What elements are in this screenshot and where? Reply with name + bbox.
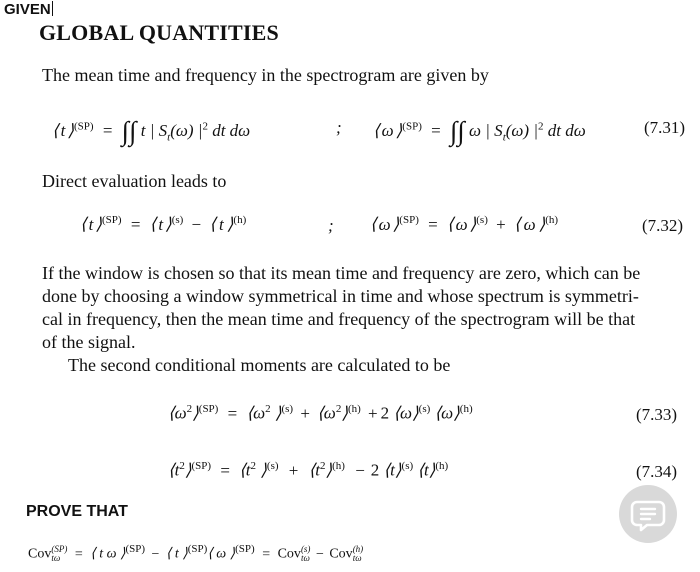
equation-7-34: $⟨t^2⟩^{(SP)}$ = $⟨t^2$ ⟩$^{(s)}$ + $⟨t^2⟩^{(h)} - 2$ ⟨t⟩$^{(s)}$ ⟨t⟩$^{(h)}$ [168,460,449,480]
window-paragraph [42,262,640,354]
window-paragraph-line: done by choosing a window symmetrical in time and whose spectrum is symmetri- [42,286,639,306]
prove-equation: Cov(SP) tω = ⟨ t ω ⟩$^{(SP)}$ − ⟨ t ⟩$^{(SP)}$⟨ ω ⟩$^{(SP)}$ = Cov(s) tω − Cov(h) tω [28,543,364,564]
chat-button[interactable] [619,485,677,543]
equation-7-32-right: ⟨ ω ⟩$^{(SP)}$ = ⟨ ω ⟩$^{(s)}$ + ⟨ ω ⟩$^{(h)}$ [370,214,559,234]
section-title: GLOBAL QUANTITIES [39,20,279,45]
window-paragraph-line: cal in frequency, then the mean time and frequency of the spectrogram will be that [42,309,636,329]
given-label: GIVEN [4,1,51,18]
second-moments-text: The second conditional moments are calculated to be [68,355,451,375]
eq731-left-visual: ⟨ t ⟩$^{(SP)}$ = ∫∫ t | $S_t(\omega)$ $|^2$ dt dω [52,116,251,146]
equation-7-33: $⟨\omega^2⟩^{(SP)}$ = $⟨\omega^2$ ⟩$^{(s)}$ + $⟨\omega^2⟩^{(h)} + 2$ ⟨ω⟩$^{(s)}$ ⟨ω⟩$^{(h)}$ [168,403,473,423]
equation-number-7-32: (7.32) [642,216,684,235]
equation-7-31-right: ⟨ ω ⟩$^{(SP)}$ = ∫∫ ω | $S_t(\omega)$ $|^2$ dt dω [373,116,586,146]
chat-lines-icon [619,485,677,543]
prove-that-label: PROVE THAT [26,503,128,520]
equation-7-31-separator: ; [336,118,342,137]
window-paragraph-line: of the signal. [42,332,136,352]
equation-7-32-left: ⟨ t ⟩$^{(SP)}$ = ⟨ t ⟩$^{(s)}$ − ⟨ t ⟩$^{(h)}$ [80,214,247,234]
equation-number-7-33: (7.33) [636,405,678,424]
direct-evaluation-text: Direct evaluation leads to [42,171,227,191]
equation-7-31-left [52,116,250,147]
equation-number-7-34: (7.34) [636,462,678,481]
window-paragraph-line: If the window is chosen so that its mean time and frequency are zero, which can be [42,263,641,283]
intro-text: The mean time and frequency in the spectrogram are given by [42,65,489,85]
equation-7-32-separator: ; [328,216,334,235]
text-cursor [52,1,53,16]
equation-number-7-31: (7.31) [644,118,686,137]
